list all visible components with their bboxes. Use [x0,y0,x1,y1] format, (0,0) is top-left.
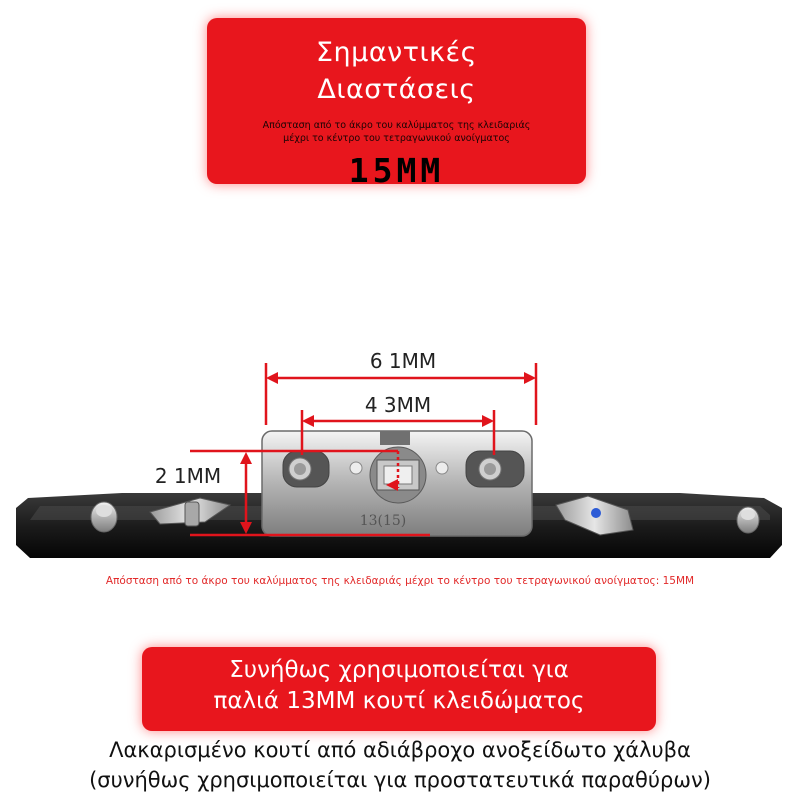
banner-title-line2: Διαστάσεις [317,74,476,105]
banner-title-line1: Σημαντικές [316,37,477,68]
usage-line1: Συνήθως χρησιμοποιείται για [229,657,569,683]
description-line2: (συνήθως χρησιμοποιείται για προστατευτικά παραθύρων) [89,768,711,792]
banner-note-line2: μέχρι το κέντρο του τετραγωνικού ανοίγματος [283,133,510,144]
usage-banner [142,647,656,731]
distance-caption: Απόσταση από το άκρο του καλύμματος της κλειδαριάς μέχρι το κέντρο του τετραγωνικού ανοίγματος: 15MM [105,575,695,587]
description-line1: Λακαρισμένο κουτί από αδιάβροχο ανοξείδωτο χάλυβα [109,738,691,762]
width-inner-label: 4 3MM [364,393,432,417]
right-screw-icon [737,507,759,533]
left-screw-icon [91,502,117,532]
width-outer-label: 6 1MM [369,349,437,373]
height-label: 2 1MM [154,464,222,488]
usage-line2: παλιά 13MM κουτί κλειδώματος [213,688,585,714]
banner-measure: 15MM [348,151,445,190]
engraving-text: 13(15) [359,513,407,529]
product-description [0,735,800,795]
banner-note-line1: Απόσταση από το άκρο του καλύμματος της κλειδαριάς [262,120,531,131]
